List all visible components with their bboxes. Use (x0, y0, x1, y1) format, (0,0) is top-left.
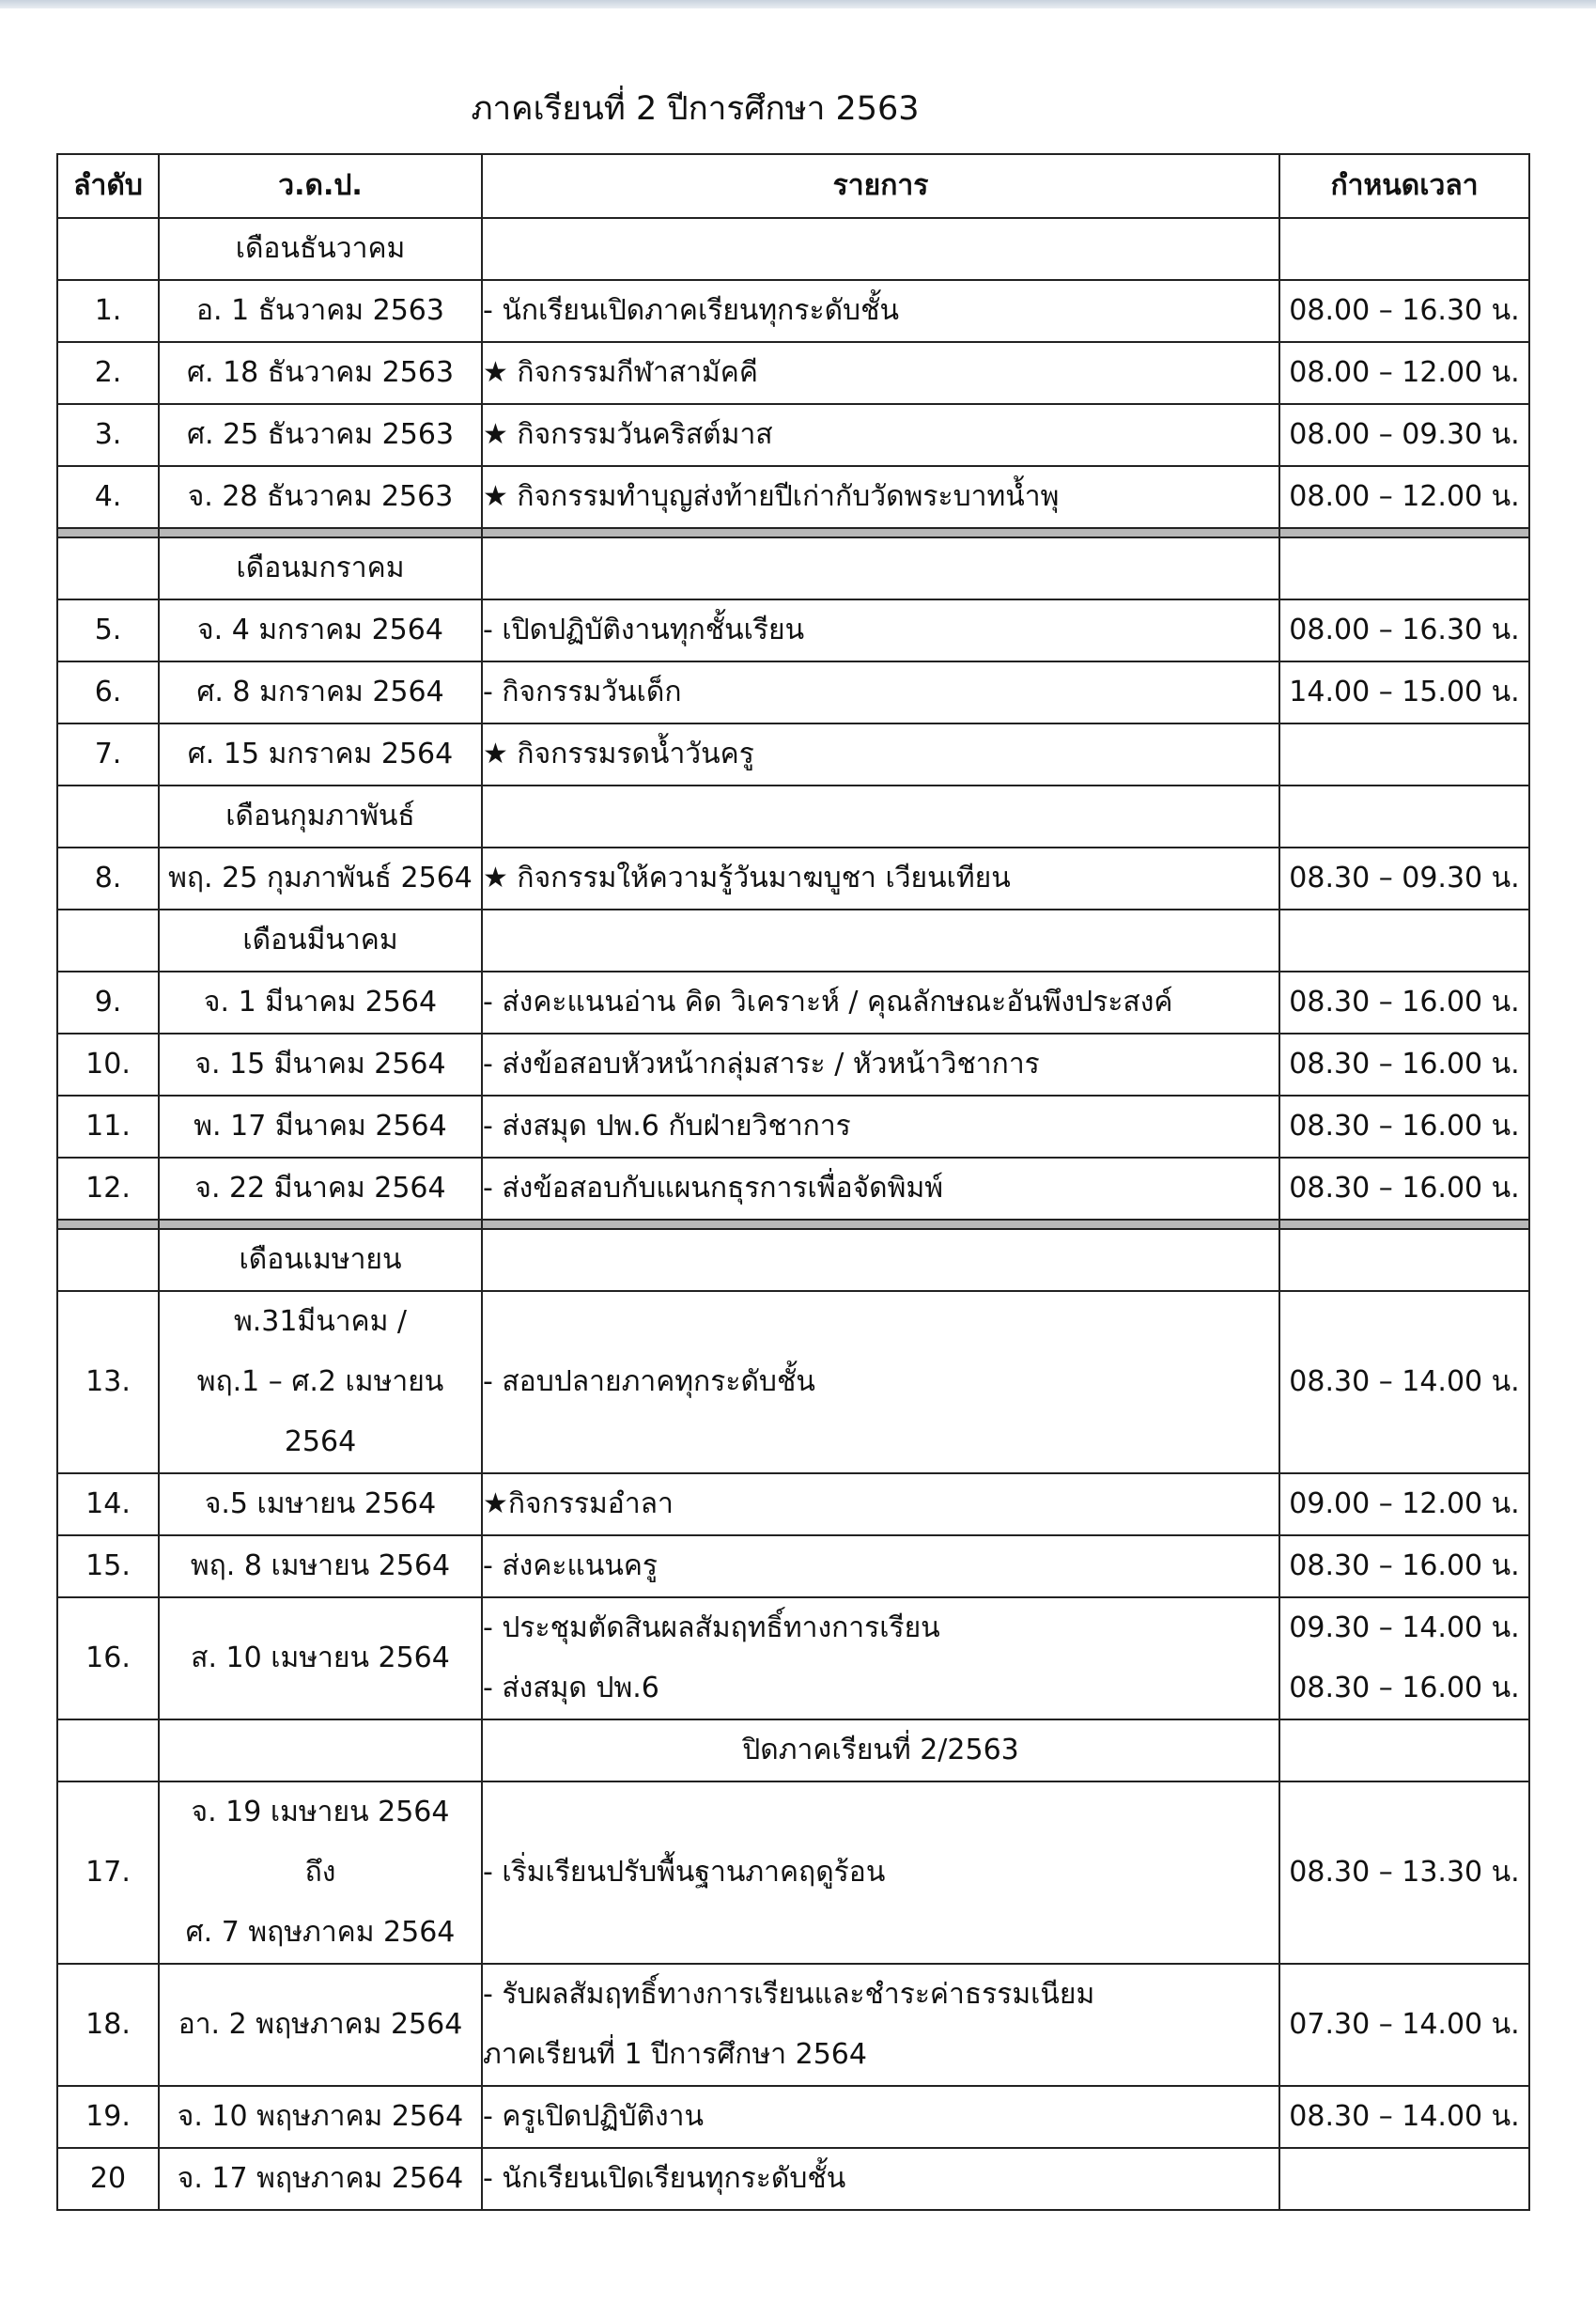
row-no: 11. (57, 1096, 159, 1158)
row-date (159, 1291, 482, 1473)
month-label: เดือนธันวาคม (159, 218, 482, 280)
date-line: พฤ.1 – ศ.2 เมษายน (196, 1365, 444, 1398)
row-date: พ. 17 มีนาคม 2564 (159, 1096, 482, 1158)
month-row-april (57, 1229, 1529, 1291)
table-row (57, 661, 1529, 723)
row-time: 08.00 – 16.30 น. (1279, 599, 1529, 661)
table-row (57, 404, 1529, 466)
date-line: จ. 19 เมษายน 2564 (191, 1796, 450, 1828)
row-no: 18. (57, 1964, 159, 2086)
section-separator (57, 528, 1529, 537)
row-desc: - ส่งสมุด ปพ.6 กับฝ่ายวิชาการ (482, 1096, 1279, 1158)
table-row (57, 1781, 1529, 1964)
row-desc: - ครูเปิดปฏิบัติงาน (482, 2086, 1279, 2148)
row-no: 4. (57, 466, 159, 528)
row-no: 16. (57, 1597, 159, 1719)
row-desc: ★ กิจกรรมรดน้ำวันครู (482, 723, 1279, 786)
row-date: ศ. 15 มกราคม 2564 (159, 723, 482, 786)
row-no: 20 (57, 2148, 159, 2210)
row-no: 1. (57, 280, 159, 342)
row-time: 08.30 – 16.00 น. (1279, 1535, 1529, 1597)
header-item: รายการ (482, 154, 1279, 218)
row-date: ศ. 8 มกราคม 2564 (159, 661, 482, 723)
table-row (57, 972, 1529, 1034)
row-no: 7. (57, 723, 159, 786)
row-time: 08.00 – 09.30 น. (1279, 404, 1529, 466)
row-desc: ★ กิจกรรมวันคริสต์มาส (482, 404, 1279, 466)
page-title: ภาคเรียนที่ 2 ปีการศึกษา 2563 (471, 90, 920, 128)
date-line: ถึง (304, 1856, 336, 1889)
row-time: 08.00 – 12.00 น. (1279, 342, 1529, 404)
row-no: 17. (57, 1781, 159, 1964)
header-time: กำหนดเวลา (1279, 154, 1529, 218)
row-time: 08.30 – 16.00 น. (1279, 1034, 1529, 1096)
row-time: 08.30 – 16.00 น. (1279, 972, 1529, 1034)
row-date: จ. 15 มีนาคม 2564 (159, 1034, 482, 1096)
row-time: 08.30 – 14.00 น. (1279, 1291, 1529, 1473)
row-desc (482, 1597, 1279, 1719)
term-close-row (57, 1719, 1529, 1781)
row-no: 10. (57, 1034, 159, 1096)
row-date: พฤ. 8 เมษายน 2564 (159, 1535, 482, 1597)
desc-line: - ประชุมตัดสินผลสัมฤทธิ์ทางการเรียน (483, 1611, 940, 1644)
row-time (1279, 723, 1529, 786)
table-row (57, 1597, 1529, 1719)
row-no: 9. (57, 972, 159, 1034)
row-no: 13. (57, 1291, 159, 1473)
row-time: 08.30 – 16.00 น. (1279, 1096, 1529, 1158)
date-line: ศ. 7 พฤษภาคม 2564 (185, 1916, 456, 1949)
header-no: ลำดับ (57, 154, 159, 218)
table-row (57, 1096, 1529, 1158)
row-desc: - สอบปลายภาคทุกระดับชั้น (482, 1291, 1279, 1473)
row-date: ศ. 25 ธันวาคม 2563 (159, 404, 482, 466)
schedule-table (56, 153, 1530, 2211)
row-time: 08.30 – 16.00 น. (1279, 1158, 1529, 1220)
table-row (57, 1158, 1529, 1220)
table-row (57, 1964, 1529, 2086)
table-row (57, 342, 1529, 404)
table-row (57, 280, 1529, 342)
row-date: จ.5 เมษายน 2564 (159, 1473, 482, 1535)
row-date: จ. 10 พฤษภาคม 2564 (159, 2086, 482, 2148)
row-no: 5. (57, 599, 159, 661)
row-desc: - ส่งข้อสอบกับแผนกธุรการเพื่อจัดพิมพ์ (482, 1158, 1279, 1220)
row-no: 3. (57, 404, 159, 466)
table-row (57, 2148, 1529, 2210)
month-label: เดือนเมษายน (159, 1229, 482, 1291)
row-no: 2. (57, 342, 159, 404)
row-no: 12. (57, 1158, 159, 1220)
table-row (57, 848, 1529, 910)
table-row (57, 466, 1529, 528)
row-desc: - เปิดปฏิบัติงานทุกชั้นเรียน (482, 599, 1279, 661)
month-row-february (57, 786, 1529, 848)
row-desc: ★ กิจกรรมทำบุญส่งท้ายปีเก่ากับวัดพระบาทน้ำพุ (482, 466, 1279, 528)
row-desc: - ส่งคะแนนอ่าน คิด วิเคราะห์ / คุณลักษณะอันพึงประสงค์ (482, 972, 1279, 1034)
table-row (57, 1473, 1529, 1535)
desc-line: - ส่งสมุด ปพ.6 (483, 1672, 659, 1704)
row-date: ส. 10 เมษายน 2564 (159, 1597, 482, 1719)
row-date: พฤ. 25 กุมภาพันธ์ 2564 (159, 848, 482, 910)
row-time: 08.30 – 09.30 น. (1279, 848, 1529, 910)
term-close-label: ปิดภาคเรียนที่ 2/2563 (482, 1719, 1279, 1781)
row-no: 8. (57, 848, 159, 910)
month-label: เดือนกุมภาพันธ์ (159, 786, 482, 848)
window-top-bar (0, 0, 1596, 8)
table-row (57, 2086, 1529, 2148)
month-row-march (57, 910, 1529, 972)
table-header-row (57, 154, 1529, 218)
row-time (1279, 2148, 1529, 2210)
row-no: 15. (57, 1535, 159, 1597)
row-time: 08.30 – 14.00 น. (1279, 2086, 1529, 2148)
row-desc: - ส่งข้อสอบหัวหน้ากลุ่มสาระ / หัวหน้าวิชาการ (482, 1034, 1279, 1096)
row-date: จ. 28 ธันวาคม 2563 (159, 466, 482, 528)
row-date: จ. 22 มีนาคม 2564 (159, 1158, 482, 1220)
table-row (57, 723, 1529, 786)
row-time: 07.30 – 14.00 น. (1279, 1964, 1529, 2086)
row-time: 08.00 – 12.00 น. (1279, 466, 1529, 528)
row-date: จ. 4 มกราคม 2564 (159, 599, 482, 661)
row-time: 08.30 – 13.30 น. (1279, 1781, 1529, 1964)
table-row (57, 1535, 1529, 1597)
date-line: 2564 (284, 1425, 357, 1458)
row-time: 09.00 – 12.00 น. (1279, 1473, 1529, 1535)
row-desc: - ส่งคะแนนครู (482, 1535, 1279, 1597)
row-date: อา. 2 พฤษภาคม 2564 (159, 1964, 482, 2086)
row-desc: ★กิจกรรมอำลา (482, 1473, 1279, 1535)
row-desc: ★ กิจกรรมกีฬาสามัคคี (482, 342, 1279, 404)
row-desc: - เริ่มเรียนปรับพื้นฐานภาคฤดูร้อน (482, 1781, 1279, 1964)
row-desc: - นักเรียนเปิดเรียนทุกระดับชั้น (482, 2148, 1279, 2210)
table-row (57, 1034, 1529, 1096)
row-date: จ. 17 พฤษภาคม 2564 (159, 2148, 482, 2210)
header-date: ว.ด.ป. (159, 154, 482, 218)
time-line: 08.30 – 16.00 น. (1289, 1672, 1520, 1704)
row-date: อ. 1 ธันวาคม 2563 (159, 280, 482, 342)
date-line: พ.31มีนาคม / (233, 1305, 408, 1338)
section-separator (57, 1220, 1529, 1229)
month-row-december (57, 218, 1529, 280)
table-row (57, 1291, 1529, 1473)
row-time: 08.00 – 16.30 น. (1279, 280, 1529, 342)
row-date (159, 1781, 482, 1964)
month-label: เดือนมกราคม (159, 537, 482, 599)
row-time (1279, 1597, 1529, 1719)
row-no: 19. (57, 2086, 159, 2148)
row-desc: - นักเรียนเปิดภาคเรียนทุกระดับชั้น (482, 280, 1279, 342)
time-line: 09.30 – 14.00 น. (1289, 1611, 1520, 1644)
row-date: จ. 1 มีนาคม 2564 (159, 972, 482, 1034)
row-time: 14.00 – 15.00 น. (1279, 661, 1529, 723)
desc-line: ภาคเรียนที่ 1 ปีการศึกษา 2564 (483, 2038, 867, 2071)
row-desc: - กิจกรรมวันเด็ก (482, 661, 1279, 723)
table-row (57, 599, 1529, 661)
row-date: ศ. 18 ธันวาคม 2563 (159, 342, 482, 404)
desc-line: - รับผลสัมฤทธิ์ทางการเรียนและชำระค่าธรรมเนียม (483, 1978, 1095, 2011)
row-no: 14. (57, 1473, 159, 1535)
row-no: 6. (57, 661, 159, 723)
month-label: เดือนมีนาคม (159, 910, 482, 972)
month-row-january (57, 537, 1529, 599)
row-desc: ★ กิจกรรมให้ความรู้วันมาฆบูชา เวียนเทียน (482, 848, 1279, 910)
row-desc (482, 1964, 1279, 2086)
